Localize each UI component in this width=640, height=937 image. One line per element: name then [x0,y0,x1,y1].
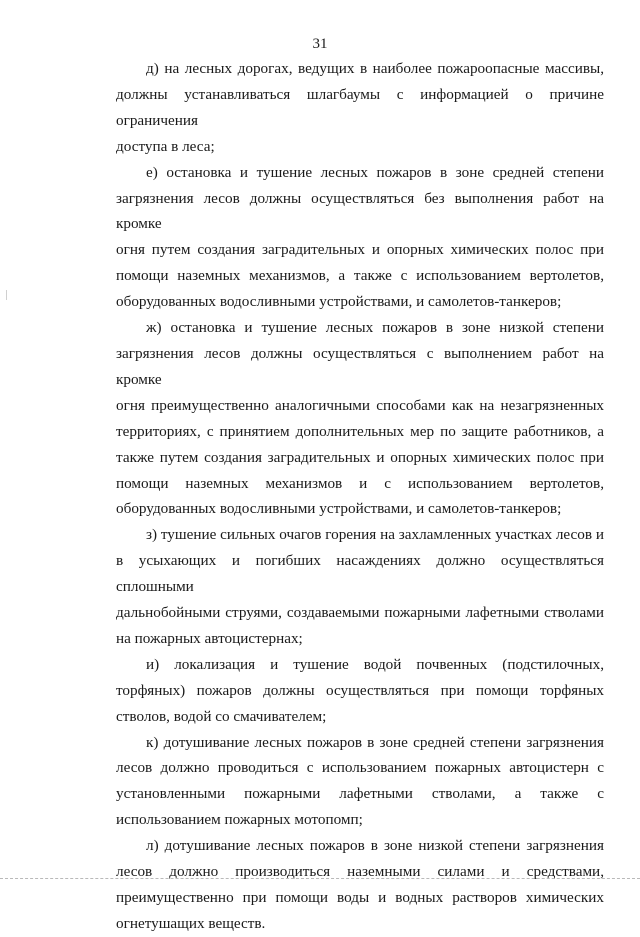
document-body [116,56,604,937]
text-line: торфяных) пожаров должны осуществляться при помощи торфяных [116,681,604,699]
bottom-scan-line [0,878,640,880]
text-line: установленными пожарными лафетными стволами, а также с [116,785,604,803]
text-line: з) тушение сильных очагов горения на захламленных участках лесов и [146,526,604,544]
text-line: стволов, водой со смачивателем; [116,707,327,725]
page-number: 31 [312,36,328,52]
text-line: лесов должно проводиться с использованием пожарных автоцистерн с [116,759,604,777]
text-line: загрязнения лесов должны осуществляться без выполнения работ на кромке [116,189,604,233]
paragraph-e [116,160,604,315]
text-line: огнетушащих веществ. [116,914,266,932]
text-line: л) дотушивание лесных пожаров в зоне низкой степени загрязнения [146,837,604,855]
text-line: е) остановка и тушение лесных пожаров в зоне средней степени [146,163,604,181]
text-line: также путем создания заградительных и опорных химических полос при [116,448,604,466]
text-line: должны устанавливаться шлагбаумы с информацией о причине ограничения [116,85,604,129]
text-line: преимущественно при помощи воды и водных растворов химических [116,889,604,906]
scan-artifact [6,290,7,300]
text-line: огня преимущественно аналогичными способами как на незагрязненных [116,396,604,414]
text-line: и) локализация и тушение водой почвенных (подстилочных, [146,655,604,673]
text-line: дальнобойными струями, создаваемыми пожарными лафетными стволами [116,604,604,622]
text-line: оборудованных водосливными устройствами, и самолетов-танкеров; [116,500,562,518]
text-line: д) на лесных дорогах, ведущих в наиболее пожароопасные массивы, [146,60,604,77]
paragraph-z [116,522,604,652]
text-line: огня путем создания заградительных и опорных химических полос при [116,241,604,259]
text-line: помощи наземных механизмов и с использованием вертолетов, [116,474,604,492]
paragraph-i [116,652,604,730]
text-line: использованием пожарных мотопомп; [116,811,363,829]
text-line: загрязнения лесов должны осуществляться с выполнением работ на кромке [116,344,604,388]
paragraph-d [116,56,604,160]
paragraph-k [116,730,604,834]
text-line: помощи наземных механизмов, а также с использованием вертолетов, [116,267,604,285]
text-line: в усыхающих и погибших насаждениях должно осуществляться сплошными [116,552,604,596]
text-line: лесов должно производиться наземными силами и средствами, [116,863,604,881]
paragraph-zh [116,315,604,522]
text-line: территориях, с принятием дополнительных мер по защите работников, а [116,422,604,440]
text-line: на пожарных автоцистернах; [116,629,303,647]
text-line: оборудованных водосливными устройствами, и самолетов-танкеров; [116,293,562,311]
text-line: доступа в леса; [116,137,215,155]
text-line: к) дотушивание лесных пожаров в зоне средней степени загрязнения [146,733,604,751]
text-line: ж) остановка и тушение лесных пожаров в зоне низкой степени [146,319,604,337]
paragraph-l [116,833,604,937]
